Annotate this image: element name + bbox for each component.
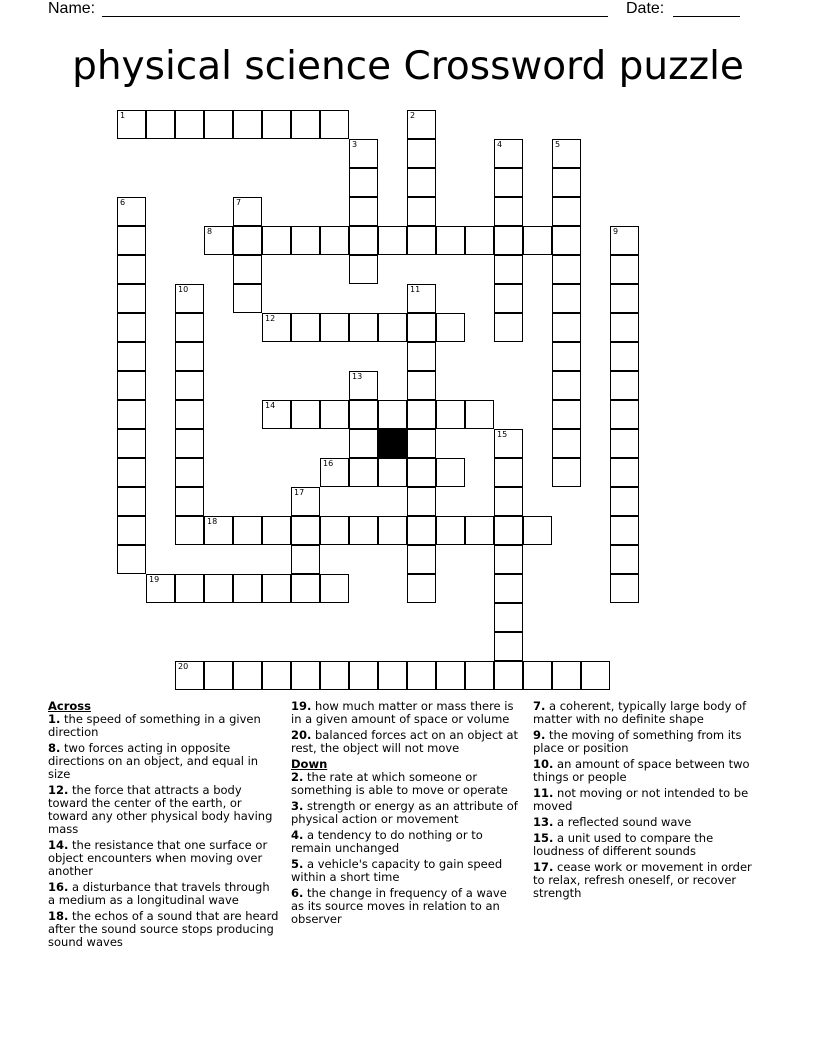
grid-cell[interactable] — [320, 516, 349, 545]
clue-number-label: 19. — [291, 699, 312, 713]
grid-cell[interactable] — [436, 400, 465, 429]
grid-cell[interactable] — [610, 255, 639, 284]
clue-text: a unit used to compare the loudness of different sounds — [533, 831, 714, 858]
grid-cell[interactable] — [117, 487, 146, 516]
grid-cell[interactable] — [378, 313, 407, 342]
clue — [291, 771, 523, 797]
grid-cell[interactable] — [320, 574, 349, 603]
grid-cell[interactable] — [610, 313, 639, 342]
grid-cell[interactable] — [291, 313, 320, 342]
grid-cell[interactable] — [378, 516, 407, 545]
grid-cell[interactable] — [117, 400, 146, 429]
clue-number: 11 — [410, 285, 421, 294]
clue-number-label: 12. — [48, 783, 69, 797]
grid-cell[interactable] — [262, 574, 291, 603]
grid-cell[interactable] — [610, 516, 639, 545]
grid-cell[interactable] — [494, 545, 523, 574]
grid-cell[interactable] — [552, 458, 581, 487]
clue-text: a reflected sound wave — [553, 815, 692, 829]
grid-cell[interactable] — [175, 284, 204, 313]
grid-cell[interactable] — [291, 516, 320, 545]
clue-text: an amount of space between two things or people — [533, 757, 750, 784]
grid-cell[interactable] — [349, 371, 378, 400]
clue-text: a disturbance that travels through a medium as a longitudinal wave — [48, 880, 270, 907]
clue-number-label: 18. — [48, 909, 69, 923]
grid-cell[interactable] — [175, 516, 204, 545]
clue — [533, 832, 765, 858]
clue — [48, 742, 280, 781]
grid-cell[interactable] — [117, 197, 146, 226]
grid-cell[interactable] — [378, 400, 407, 429]
grid-cell[interactable] — [610, 342, 639, 371]
clue-number: 6 — [120, 198, 126, 207]
grid-cell[interactable] — [291, 574, 320, 603]
grid-cell[interactable] — [407, 487, 436, 516]
clue-text: two forces acting in opposite directions on an object, and equal in size — [48, 741, 259, 781]
grid-cell[interactable] — [610, 487, 639, 516]
grid-cell[interactable] — [494, 313, 523, 342]
clue-number: 14 — [265, 401, 276, 410]
grid-cell[interactable] — [523, 516, 552, 545]
grid-cell[interactable] — [552, 313, 581, 342]
clue-number-label: 9. — [533, 728, 546, 742]
clue-number: 16 — [323, 459, 334, 468]
clue-number: 12 — [265, 314, 276, 323]
grid-cell[interactable] — [204, 574, 233, 603]
grid-cell[interactable] — [494, 429, 523, 458]
grid-cell[interactable] — [175, 429, 204, 458]
grid-cell[interactable] — [175, 313, 204, 342]
clue-number-label: 8. — [48, 741, 61, 755]
clue-number-label: 2. — [291, 770, 304, 784]
grid-cell[interactable] — [494, 574, 523, 603]
grid-cell[interactable] — [552, 255, 581, 284]
clue-text: the rate at which someone or something is able to move or operate — [291, 770, 508, 797]
grid-cell[interactable] — [233, 226, 262, 255]
clue — [533, 758, 765, 784]
grid-cell[interactable] — [436, 313, 465, 342]
clue-number: 17 — [294, 488, 305, 497]
clue — [48, 910, 280, 949]
clue — [291, 700, 523, 726]
grid-cell[interactable] — [175, 661, 204, 690]
clue-text: strength or energy as an attribute of physical action or movement — [291, 799, 518, 826]
grid-cell[interactable] — [175, 342, 204, 371]
grid-cell[interactable] — [320, 313, 349, 342]
grid-cell[interactable] — [175, 574, 204, 603]
grid-cell[interactable] — [117, 371, 146, 400]
grid-cell[interactable] — [349, 429, 378, 458]
clue-number: 1 — [120, 111, 126, 120]
grid-cell[interactable] — [291, 226, 320, 255]
clue-number-label: 13. — [533, 815, 554, 829]
clue-number: 18 — [207, 517, 218, 526]
grid-cell[interactable] — [117, 516, 146, 545]
grid-cell[interactable] — [117, 255, 146, 284]
grid-cell[interactable] — [407, 400, 436, 429]
clue-text: a coherent, typically large body of matter with no definite shape — [533, 699, 747, 726]
clue-number-label: 5. — [291, 857, 304, 871]
clue-text: the moving of something from its place or position — [533, 728, 742, 755]
clue-number: 13 — [352, 372, 363, 381]
grid-cell[interactable] — [523, 661, 552, 690]
grid-cell[interactable] — [494, 168, 523, 197]
clues-column-2 — [291, 700, 523, 929]
clue-text: the resistance that one surface or object encounters when moving over another — [48, 838, 268, 878]
grid-cell[interactable] — [465, 661, 494, 690]
grid-cell[interactable] — [494, 632, 523, 661]
clue — [291, 729, 523, 755]
grid-cell[interactable] — [407, 110, 436, 139]
grid-cell[interactable] — [610, 545, 639, 574]
clue-section-heading: Down — [291, 757, 328, 771]
clue-text: the echos of a sound that are heard after the sound source stops producing sound waves — [48, 909, 279, 949]
grid-cell[interactable] — [378, 458, 407, 487]
grid-cell[interactable] — [204, 226, 233, 255]
clue-number: 3 — [352, 140, 358, 149]
grid-cell[interactable] — [407, 371, 436, 400]
grid-cell[interactable] — [146, 574, 175, 603]
grid-cell[interactable] — [117, 429, 146, 458]
grid-cell[interactable] — [349, 313, 378, 342]
grid-cell[interactable] — [494, 197, 523, 226]
grid-cell[interactable] — [117, 226, 146, 255]
grid-cell[interactable] — [494, 255, 523, 284]
grid-cell[interactable] — [552, 371, 581, 400]
grid-cell[interactable] — [349, 226, 378, 255]
clue-text: the change in frequency of a wave as its source moves in relation to an observer — [291, 886, 507, 926]
grid-cell[interactable] — [552, 284, 581, 313]
grid-cell[interactable] — [349, 168, 378, 197]
clue-number-label: 14. — [48, 838, 69, 852]
grid-cell[interactable] — [436, 661, 465, 690]
grid-cell[interactable] — [552, 661, 581, 690]
clue-text: the force that attracts a body toward the center of the earth, or toward any other physical body having mass — [48, 783, 273, 836]
clue-number: 4 — [497, 140, 503, 149]
black-cell — [378, 429, 407, 458]
clue — [291, 887, 523, 926]
clue-text: the speed of something in a given direction — [48, 712, 261, 739]
grid-cell[interactable] — [610, 226, 639, 255]
grid-cell[interactable] — [233, 110, 262, 139]
grid-cell[interactable] — [349, 197, 378, 226]
grid-cell[interactable] — [610, 458, 639, 487]
grid-cell[interactable] — [349, 400, 378, 429]
clue-text: a vehicle's capacity to gain speed within a short time — [291, 857, 503, 884]
clue-number: 19 — [149, 575, 160, 584]
grid-cell[interactable] — [552, 168, 581, 197]
grid-cell[interactable] — [378, 661, 407, 690]
grid-cell[interactable] — [407, 661, 436, 690]
clue-text: cease work or movement in order to relax, refresh oneself, or recover strength — [533, 860, 752, 900]
clue — [533, 816, 765, 829]
grid-cell[interactable] — [117, 458, 146, 487]
date-label: Date: — [626, 0, 665, 17]
grid-cell[interactable] — [262, 661, 291, 690]
grid-cell[interactable] — [552, 197, 581, 226]
clue-number-label: 20. — [291, 728, 312, 742]
grid-cell[interactable] — [233, 284, 262, 313]
clue — [291, 858, 523, 884]
grid-cell[interactable] — [233, 574, 262, 603]
clue-number: 5 — [555, 140, 561, 149]
clues-column-1 — [48, 700, 280, 952]
grid-cell[interactable] — [407, 574, 436, 603]
clue — [48, 839, 280, 878]
grid-cell[interactable] — [349, 255, 378, 284]
grid-cell[interactable] — [204, 516, 233, 545]
grid-cell[interactable] — [407, 458, 436, 487]
clue — [533, 729, 765, 755]
grid-cell[interactable] — [291, 110, 320, 139]
grid-cell[interactable] — [262, 516, 291, 545]
clue-number: 9 — [613, 227, 619, 236]
grid-cell[interactable] — [494, 139, 523, 168]
grid-cell[interactable] — [117, 284, 146, 313]
clue-number-label: 16. — [48, 880, 69, 894]
clue-number: 7 — [236, 198, 242, 207]
grid-cell[interactable] — [581, 661, 610, 690]
grid-cell[interactable] — [610, 429, 639, 458]
clue — [48, 784, 280, 836]
grid-cell[interactable] — [233, 516, 262, 545]
grid-cell[interactable] — [552, 139, 581, 168]
grid-cell[interactable] — [407, 197, 436, 226]
clue — [291, 800, 523, 826]
grid-cell[interactable] — [320, 226, 349, 255]
grid-cell[interactable] — [291, 487, 320, 516]
name-label: Name: — [48, 0, 96, 17]
grid-cell[interactable] — [291, 545, 320, 574]
clue-number-label: 1. — [48, 712, 61, 726]
grid-cell[interactable] — [175, 487, 204, 516]
grid-cell[interactable] — [175, 371, 204, 400]
clue — [48, 881, 280, 907]
grid-cell[interactable] — [407, 139, 436, 168]
grid-cell[interactable] — [204, 110, 233, 139]
clue-number-label: 11. — [533, 786, 554, 800]
grid-cell[interactable] — [320, 661, 349, 690]
grid-cell[interactable] — [436, 226, 465, 255]
grid-cell[interactable] — [407, 313, 436, 342]
grid-cell[interactable] — [262, 110, 291, 139]
grid-cell[interactable] — [610, 371, 639, 400]
grid-cell[interactable] — [320, 110, 349, 139]
clue-number: 10 — [178, 285, 189, 294]
grid-cell[interactable] — [175, 400, 204, 429]
grid-cell[interactable] — [465, 226, 494, 255]
grid-cell[interactable] — [494, 516, 523, 545]
clue-text: how much matter or mass there is in a given amount of space or volume — [291, 699, 514, 726]
grid-cell[interactable] — [407, 342, 436, 371]
grid-cell[interactable] — [552, 226, 581, 255]
grid-cell[interactable] — [117, 110, 146, 139]
grid-cell[interactable] — [494, 487, 523, 516]
grid-cell[interactable] — [494, 603, 523, 632]
grid-cell[interactable] — [610, 400, 639, 429]
grid-cell[interactable] — [204, 661, 233, 690]
grid-cell[interactable] — [233, 255, 262, 284]
grid-cell[interactable] — [436, 458, 465, 487]
grid-cell[interactable] — [233, 661, 262, 690]
grid-cell[interactable] — [465, 516, 494, 545]
grid-cell[interactable] — [320, 458, 349, 487]
grid-cell[interactable] — [523, 226, 552, 255]
grid-cell[interactable] — [262, 226, 291, 255]
grid-cell[interactable] — [117, 545, 146, 574]
page-title: physical science Crossword puzzle — [72, 44, 744, 89]
clue — [533, 787, 765, 813]
grid-cell[interactable] — [175, 458, 204, 487]
grid-cell[interactable] — [407, 516, 436, 545]
grid-cell[interactable] — [262, 313, 291, 342]
grid-cell[interactable] — [175, 110, 204, 139]
grid-cell[interactable] — [494, 661, 523, 690]
clue-text: a tendency to do nothing or to remain unchanged — [291, 828, 483, 855]
clue — [48, 713, 280, 739]
grid-cell[interactable] — [349, 516, 378, 545]
clue-number: 20 — [178, 662, 189, 671]
grid-cell[interactable] — [407, 168, 436, 197]
clue-text: balanced forces act on an object at rest, the object will not move — [291, 728, 519, 755]
grid-cell[interactable] — [494, 284, 523, 313]
clue-section-heading: Across — [48, 699, 91, 713]
grid-cell[interactable] — [349, 139, 378, 168]
grid-cell[interactable] — [494, 226, 523, 255]
clue-number-label: 6. — [291, 886, 304, 900]
clue-number-label: 15. — [533, 831, 554, 845]
clues-column-3 — [533, 700, 765, 903]
clue-number-label: 4. — [291, 828, 304, 842]
grid-cell[interactable] — [378, 226, 407, 255]
grid-cell[interactable] — [552, 429, 581, 458]
grid-cell[interactable] — [407, 429, 436, 458]
grid-cell[interactable] — [436, 516, 465, 545]
clue-number-label: 10. — [533, 757, 554, 771]
grid-cell[interactable] — [117, 313, 146, 342]
grid-cell[interactable] — [291, 661, 320, 690]
clue-number-label: 3. — [291, 799, 304, 813]
clue-number: 2 — [410, 111, 416, 120]
grid-cell[interactable] — [349, 458, 378, 487]
grid-cell[interactable] — [552, 400, 581, 429]
grid-cell[interactable] — [349, 661, 378, 690]
clue-number: 15 — [497, 430, 508, 439]
grid-cell[interactable] — [552, 342, 581, 371]
clue-number-label: 17. — [533, 860, 554, 874]
clue — [533, 861, 765, 900]
grid-cell[interactable] — [320, 400, 349, 429]
grid-cell[interactable] — [146, 110, 175, 139]
grid-cell[interactable] — [407, 545, 436, 574]
grid-cell[interactable] — [610, 574, 639, 603]
grid-cell[interactable] — [494, 458, 523, 487]
clue-number-label: 7. — [533, 699, 546, 713]
grid-cell[interactable] — [117, 342, 146, 371]
clue-number: 8 — [207, 227, 213, 236]
grid-cell[interactable] — [407, 284, 436, 313]
grid-cell[interactable] — [262, 400, 291, 429]
grid-cell[interactable] — [291, 400, 320, 429]
grid-cell[interactable] — [610, 284, 639, 313]
clue-text: not moving or not intended to be moved — [533, 786, 749, 813]
grid-cell[interactable] — [233, 197, 262, 226]
grid-cell[interactable] — [465, 400, 494, 429]
clue — [533, 700, 765, 726]
clue — [291, 829, 523, 855]
grid-cell[interactable] — [407, 226, 436, 255]
